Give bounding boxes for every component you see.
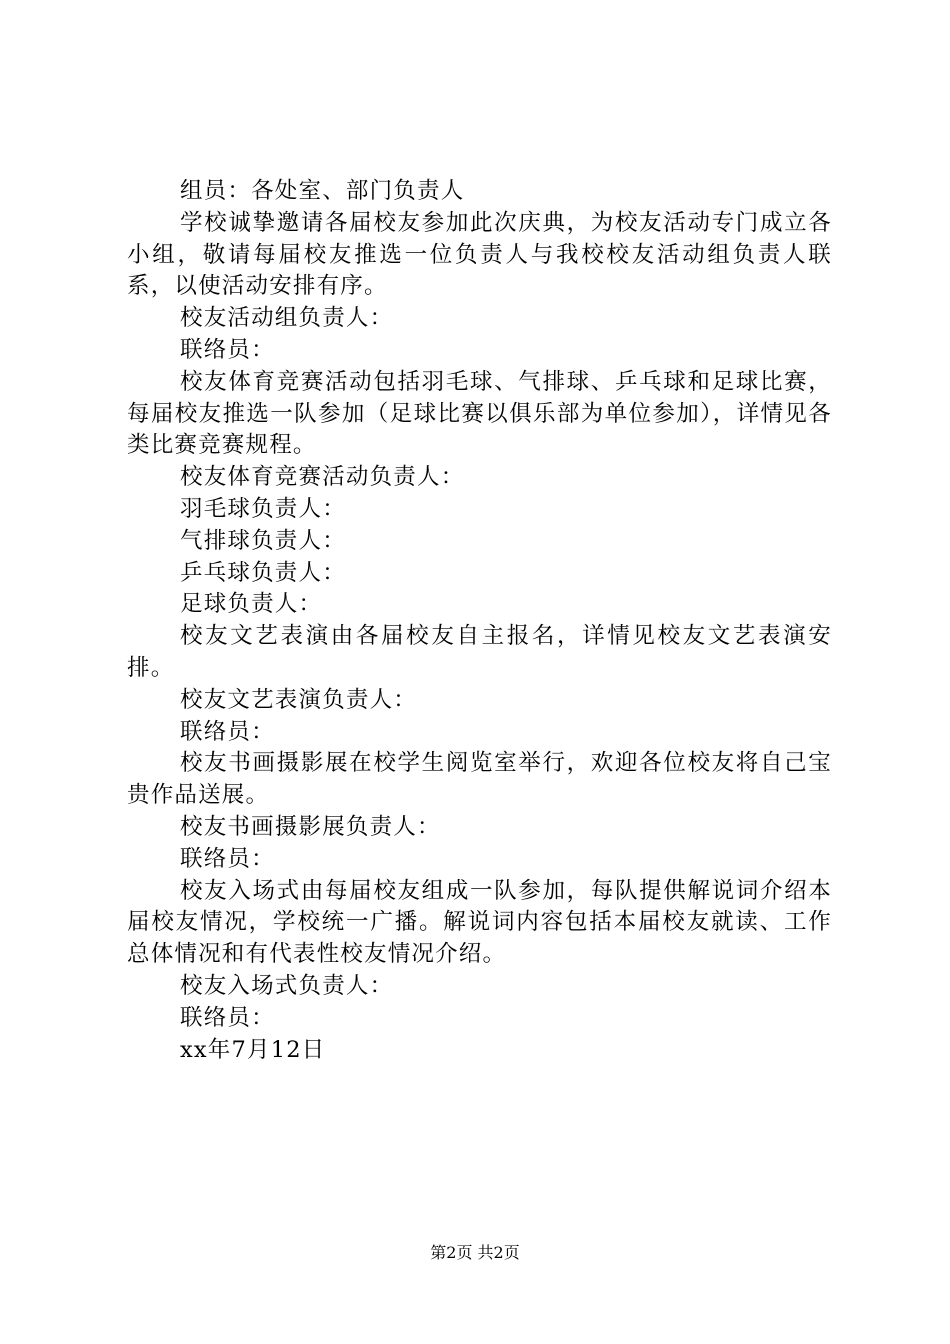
paragraph-entrance-head: 校友入场式负责人： (180, 972, 394, 999)
paragraph-exhibition: 校友书画摄影展在校学生阅览室举行，欢迎各位校友将自己宝贵作品送展。 (127, 750, 832, 809)
paragraph-sports-head: 校友体育竞赛活动负责人： (180, 464, 465, 491)
paragraph-liaison: 联络员： (180, 845, 275, 872)
paragraph-liaison: 联络员： (180, 336, 275, 363)
paragraph-badminton-head: 羽毛球负责人： (180, 495, 346, 522)
paragraph-pingpong-head: 乒乓球负责人： (180, 559, 346, 586)
page-footer (0, 1243, 950, 1263)
page-number-label: 第2页 共2页 (430, 1243, 520, 1262)
paragraph-date: xx年7月12日 (180, 1036, 326, 1063)
paragraph-performance-head: 校友文艺表演负责人： (180, 686, 418, 713)
paragraph-invitation: 学校诚挚邀请各届校友参加此次庆典，为校友活动专门成立各小组，敬请每届校友推选一位负责人与我校校友活动组负责人联系，以使活动安排有序。 (127, 209, 832, 300)
document-body (127, 176, 832, 1066)
paragraph-football-head: 足球负责人： (180, 591, 323, 618)
paragraph-performance: 校友文艺表演由各届校友自主报名，详情见校友文艺表演安排。 (127, 623, 832, 681)
paragraph-entrance: 校友入场式由每届校友组成一队参加，每队提供解说词介绍本届校友情况，学校统一广播。解说词内容包括本届校友就读、工作总体情况和有代表性校友情况介绍。 (127, 877, 832, 968)
paragraph-liaison: 联络员： (180, 1004, 275, 1031)
paragraph-alumni-group-head: 校友活动组负责人： (180, 305, 394, 332)
paragraph-liaison: 联络员： (180, 718, 275, 745)
paragraph-volleyball-head: 气排球负责人： (180, 527, 346, 554)
paragraph-members: 组员：各处室、部门负责人 (180, 178, 465, 204)
paragraph-exhibition-head: 校友书画摄影展负责人： (180, 813, 441, 840)
paragraph-sports: 校友体育竞赛活动包括羽毛球、气排球、乒乓球和足球比赛，每届校友推选一队参加（足球比赛以俱乐部为单位参加），详情见各类比赛竞赛规程。 (127, 368, 832, 459)
